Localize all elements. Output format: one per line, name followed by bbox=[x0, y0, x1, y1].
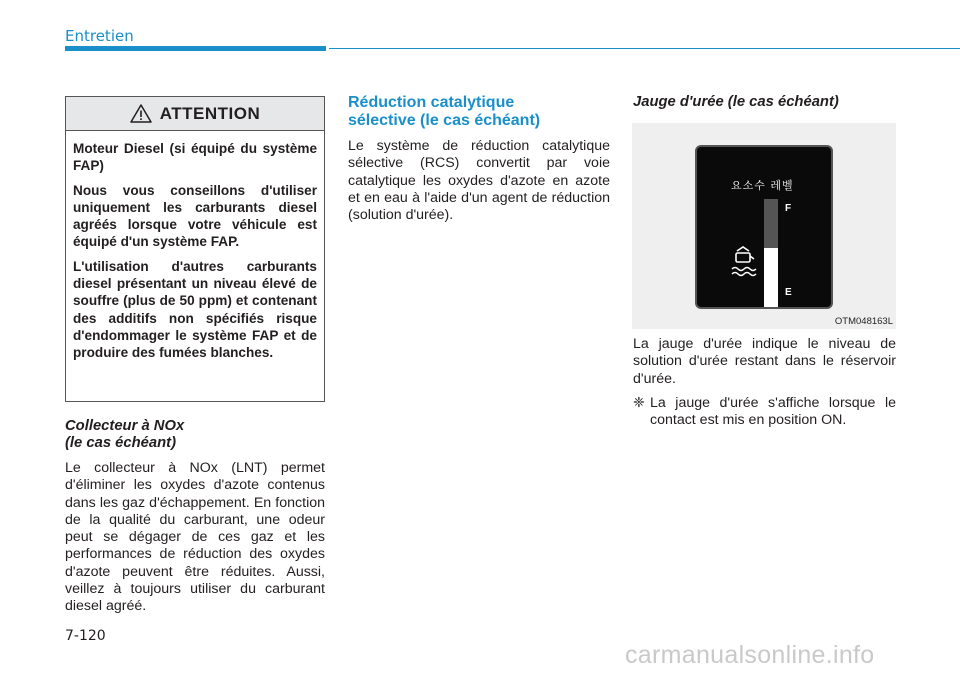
attention-paragraph-1: Moteur Diesel (si équipé du système FAP) bbox=[73, 141, 317, 174]
nox-section bbox=[65, 418, 325, 616]
scr-body: Le système de réduction catalytique sélective (RCS) convertit par voie catalytique les oxydes d'azote en azote et en eau à l'aide d'un agent de réduction (solution d'urée). bbox=[348, 138, 610, 224]
gauge-panel bbox=[695, 145, 833, 309]
gauge-full-label: F bbox=[785, 203, 792, 214]
urea-note bbox=[633, 395, 896, 430]
urea-body: La jauge d'urée indique le niveau de solution d'urée restant dans le réservoir d'urée. bbox=[633, 336, 896, 387]
attention-paragraph-2: Nous vous conseillons d'utiliser uniquement les carburants diesel agréés lorsque votre véhicule est équipé d'un système FAP. bbox=[73, 182, 317, 250]
nox-body: Le collecteur à NOx (LNT) permet d'éliminer les oxydes d'azote contenus dans les gaz d'échappement. En fonction de la qualité du carburant, une odeur peut se dégager de ces gaz et les performances de réduction des oxydes d'azote peuvent être réduites. Aussi, veillez à toujours utiliser du carburant diesel agréé. bbox=[65, 460, 325, 615]
gauge-fill bbox=[764, 248, 778, 307]
urea-gauge-figure bbox=[632, 123, 896, 329]
gauge-empty-label: E bbox=[785, 287, 792, 298]
gauge-korean-label: 요소수 레벨 bbox=[731, 179, 794, 192]
section-title: Entretien bbox=[65, 27, 134, 45]
urea-fluid-icon bbox=[729, 245, 757, 279]
attention-box bbox=[65, 96, 325, 402]
attention-paragraph-3: L'utilisation d'autres carburants diesel présentant un niveau élevé de souffre (plus de 50 ppm) et contenant des additifs non spécifiés risque d'endommager le système FAP et de produire des fumées blanches. bbox=[73, 258, 317, 361]
urea-heading: Jauge d'urée (le cas échéant) bbox=[633, 94, 839, 110]
warning-triangle-icon bbox=[130, 104, 152, 123]
page-number: 7-120 bbox=[65, 628, 106, 644]
header-bar-thin bbox=[329, 48, 960, 49]
attention-title: ATTENTION bbox=[159, 103, 261, 123]
note-text: La jauge d'urée s'affiche lorsque le contact est mis en position ON. bbox=[650, 394, 896, 429]
urea-text bbox=[633, 336, 896, 429]
gauge-track bbox=[764, 199, 778, 307]
nox-heading-line1: Collecteur à NOx bbox=[65, 418, 185, 434]
scr-heading-line2: sélective (le cas échéant) bbox=[348, 111, 541, 129]
attention-body bbox=[66, 131, 324, 362]
attention-header bbox=[66, 97, 324, 131]
scr-heading-line1: Réduction catalytique bbox=[348, 94, 515, 111]
watermark: carmanualsonline.info bbox=[625, 641, 875, 669]
urea-section bbox=[633, 94, 896, 111]
figure-caption: OTM048163L bbox=[834, 316, 893, 327]
scr-section bbox=[348, 94, 610, 224]
nox-heading-line2: (le cas échéant) bbox=[65, 435, 177, 451]
note-mark: ❈ bbox=[633, 394, 645, 411]
header-bar-thick bbox=[65, 46, 326, 51]
